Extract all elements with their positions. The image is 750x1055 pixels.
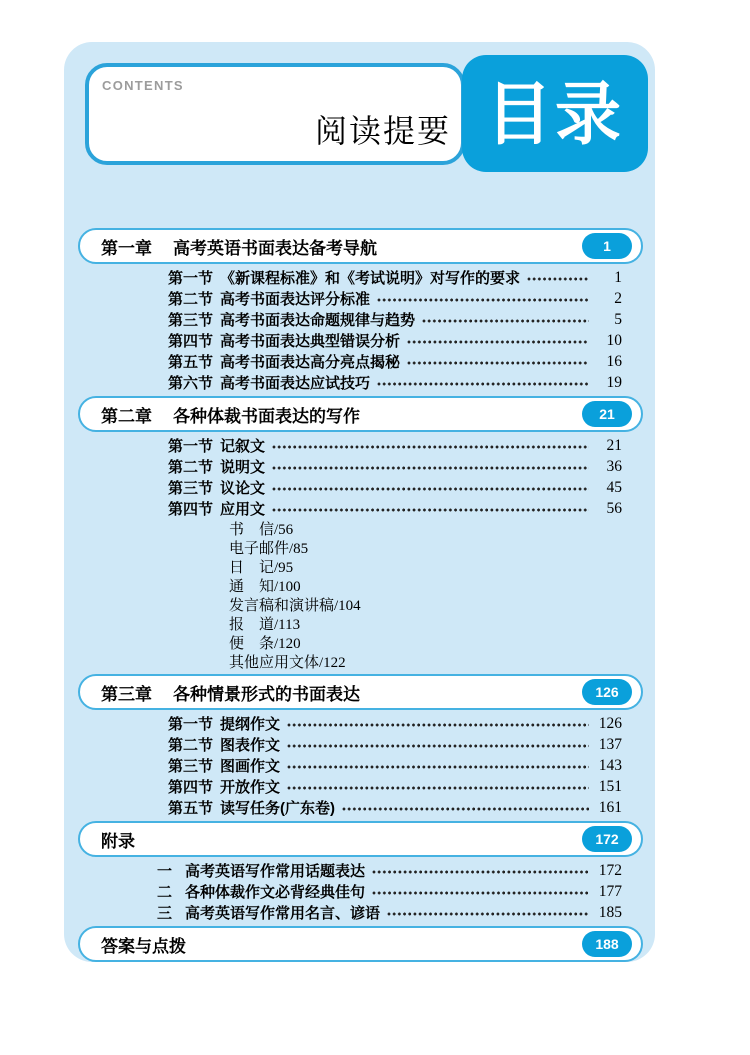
entry-label: 第三节 [168,312,214,329]
chapter-page-badge: 188 [582,931,632,957]
toc-subentry: 发言稿和演讲稿/104 [229,598,361,614]
toc-entry [78,860,643,881]
entry-title: 《新课程标准》和《考试说明》对写作的要求 [220,270,521,287]
entry-label: 第一节 [168,270,214,287]
toc-title-box [462,55,648,172]
entry-title: 高考书面表达典型错误分析 [220,333,401,350]
chapter-entries [78,435,643,671]
entry-page-number: 137 [598,735,622,753]
entry-page-number: 10 [606,331,622,349]
contents-label: CONTENTS [102,78,184,93]
entry-page-number: 126 [598,714,622,732]
entry-title: 应用文 [220,501,266,518]
entry-label: 第三节 [168,480,214,497]
chapter-title: 高考英语书面表达备考导航 [173,238,377,258]
chapter-title: 各种体裁书面表达的写作 [173,406,360,426]
dot-leader [377,298,589,302]
toc-subentry: 通 知/100 [229,579,301,595]
entry-page-number: 56 [606,499,622,517]
dot-leader [287,744,589,748]
entry-label: 二 [157,884,173,901]
entry-title: 高考书面表达高分亮点揭秘 [220,354,401,371]
entry-label: 第二节 [168,737,214,754]
entry-title: 图表作文 [220,737,281,754]
dot-leader [387,912,589,916]
chapter-heading [78,228,643,264]
toc-title: 目录 [486,75,624,152]
chapter-heading [78,396,643,432]
toc-entry [78,267,643,288]
toc-entry [78,288,643,309]
entry-page-number: 2 [614,289,622,307]
dot-leader [422,319,589,323]
entry-page-number: 45 [606,478,622,496]
chapter-heading [78,926,643,962]
entry-label: 第四节 [168,501,214,518]
toc-entry [78,755,643,776]
chapter-entries [78,860,643,923]
toc-entry [78,456,643,477]
toc-entry [78,330,643,351]
dot-leader [372,870,589,874]
chapter-heading [78,674,643,710]
entry-label: 第三节 [168,758,214,775]
chapter-title: 各种情景形式的书面表达 [173,684,360,704]
chapter-label: 第一章 [101,238,152,258]
dot-leader [527,277,589,281]
entry-title: 记叙文 [220,438,266,455]
chapter-label: 第二章 [101,406,152,426]
entry-label: 第四节 [168,779,214,796]
entry-label: 第六节 [168,375,214,392]
toc-entry [78,797,643,818]
dot-leader [372,891,589,895]
toc-subentry: 其他应用文体/122 [229,655,346,671]
toc-entry [78,713,643,734]
entry-title: 各种体裁作文必背经典佳句 [185,884,366,901]
entry-page-number: 1 [614,268,622,286]
entry-title: 读写任务(广东卷) [220,800,335,817]
dot-leader [272,487,589,491]
entry-title: 开放作文 [220,779,281,796]
reading-summary-box [85,63,465,165]
dot-leader [377,382,589,386]
toc-entry [78,435,643,456]
entry-title: 说明文 [220,459,266,476]
entry-label: 一 [157,863,173,880]
entry-label: 第二节 [168,291,214,308]
entry-title: 图画作文 [220,758,281,775]
toc-entry [78,351,643,372]
entry-page-number: 21 [606,436,622,454]
entry-label: 第五节 [168,354,214,371]
entry-page-number: 177 [598,882,622,900]
toc-subentry: 便 条/120 [229,636,301,652]
toc-entry [78,309,643,330]
toc-subentry: 电子邮件/85 [229,541,309,557]
toc-entry [78,477,643,498]
toc-entry [78,902,643,923]
chapter-page-badge: 172 [582,826,632,852]
entry-page-number: 172 [598,861,622,879]
chapter-page-badge: 126 [582,679,632,705]
toc-entry [78,372,643,393]
dot-leader [287,786,589,790]
entry-title: 议论文 [220,480,266,497]
toc-subentry: 书 信/56 [229,522,294,538]
entry-page-number: 143 [598,756,622,774]
dot-leader [287,765,589,769]
entry-title: 提纲作文 [220,716,281,733]
entry-page-number: 151 [598,777,622,795]
entry-label: 第一节 [168,438,214,455]
toc-subentry: 日 记/95 [229,560,294,576]
entry-title: 高考英语写作常用名言、谚语 [185,905,381,922]
entry-label: 第四节 [168,333,214,350]
toc-entry [78,881,643,902]
chapter-page-badge: 21 [582,401,632,427]
entry-page-number: 161 [598,798,622,816]
toc-subentry: 报 道/113 [229,617,301,633]
dot-leader [407,340,589,344]
toc-panel [64,42,655,962]
chapter-title: 答案与点拨 [101,936,186,956]
entry-page-number: 16 [606,352,622,370]
chapter-entries [78,713,643,818]
toc-entry [78,734,643,755]
dot-leader [272,445,589,449]
entry-label: 第二节 [168,459,214,476]
toc [78,226,643,962]
entry-title: 高考书面表达应试技巧 [220,375,371,392]
chapter-label: 第三章 [101,684,152,704]
dot-leader [407,361,589,365]
toc-entry [78,498,643,519]
entry-label: 第一节 [168,716,214,733]
chapter-page-badge: 1 [582,233,632,259]
entry-page-number: 19 [606,373,622,391]
entry-label: 第五节 [168,800,214,817]
chapter-heading [78,821,643,857]
entry-page-number: 5 [614,310,622,328]
entry-page-number: 36 [606,457,622,475]
chapter-title: 附录 [101,831,135,851]
entry-page-number: 185 [598,903,622,921]
toc-entry [78,776,643,797]
entry-label: 三 [157,905,173,922]
dot-leader [272,508,589,512]
reading-summary-title: 阅读提要 [314,113,451,149]
dot-leader [287,723,589,727]
dot-leader [342,807,589,811]
dot-leader [272,466,589,470]
entry-title: 高考书面表达命题规律与趋势 [220,312,416,329]
entry-title: 高考书面表达评分标准 [220,291,371,308]
chapter-entries [78,267,643,393]
entry-title: 高考英语写作常用话题表达 [185,863,366,880]
